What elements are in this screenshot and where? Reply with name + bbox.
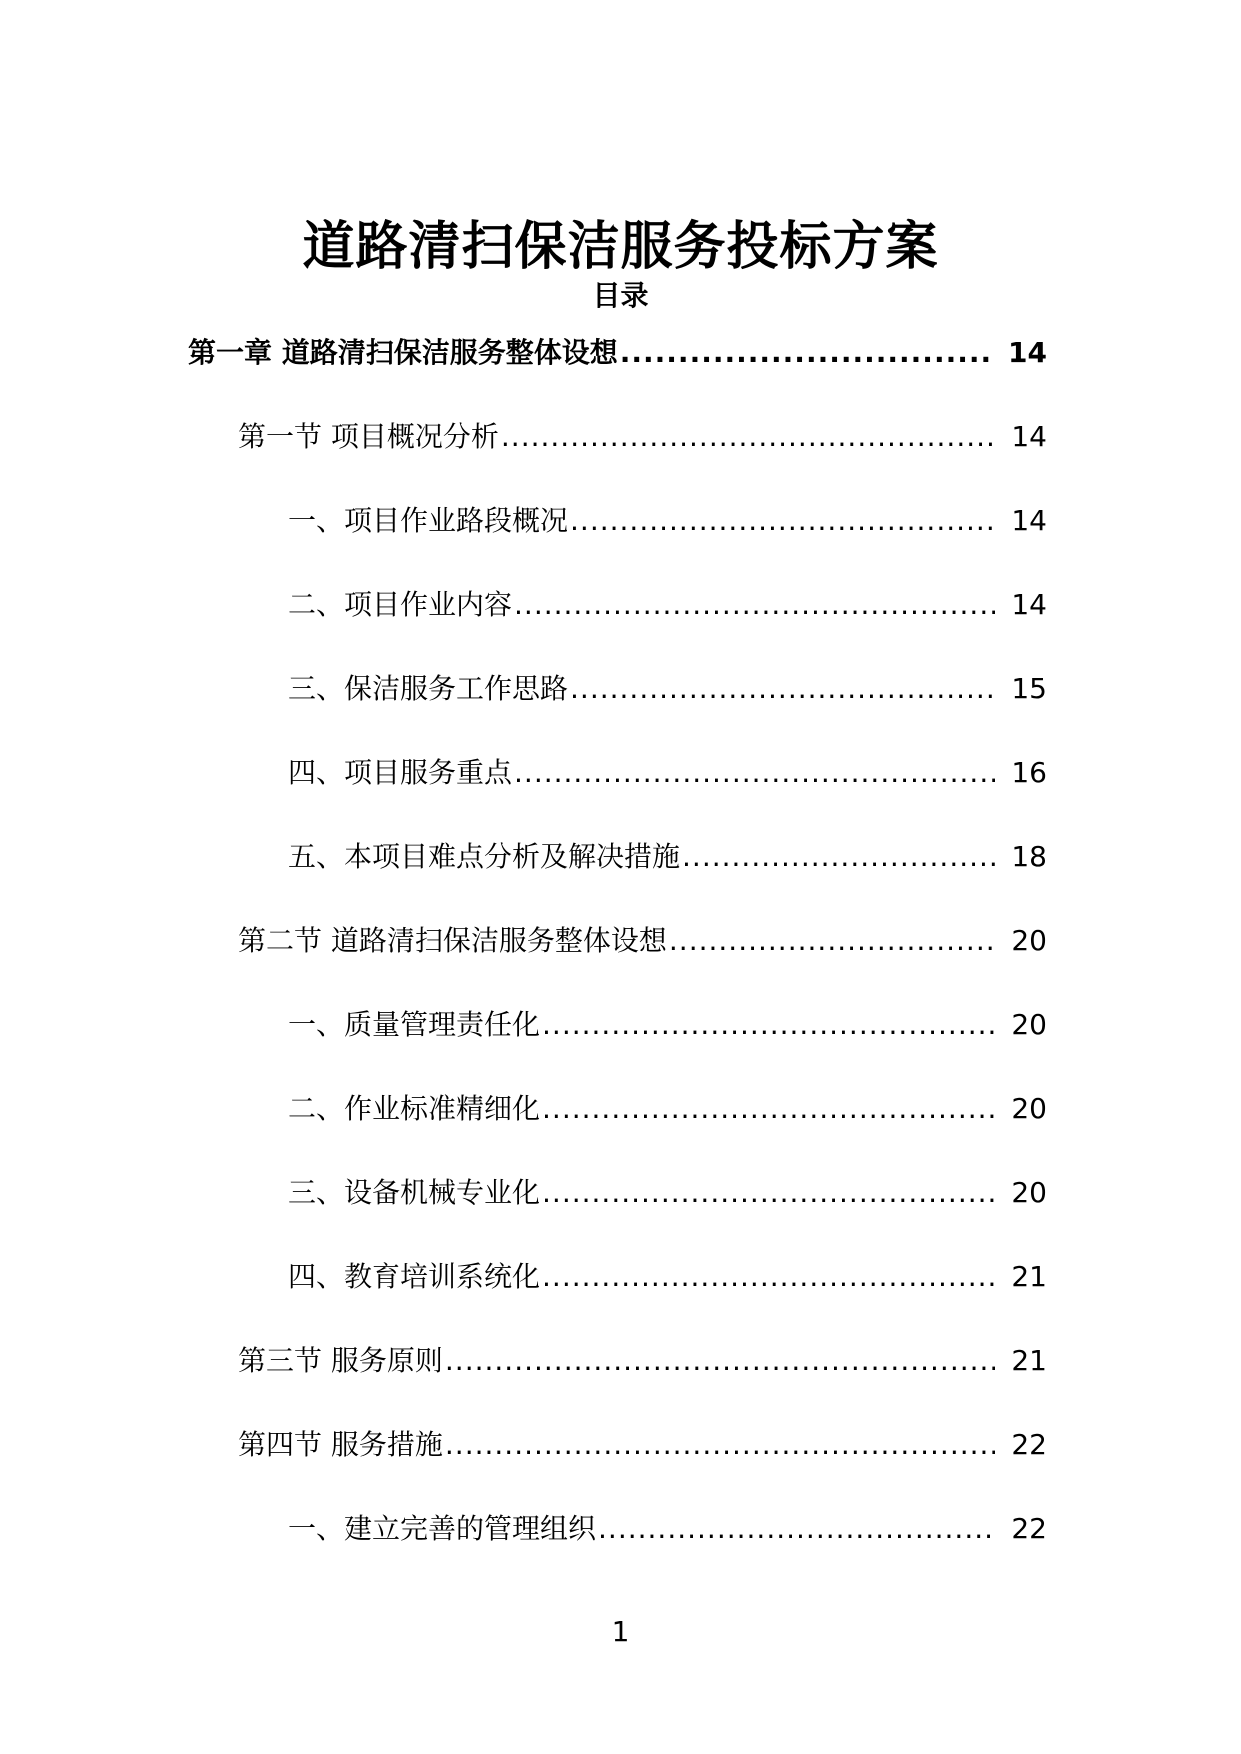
toc-dot-leader (669, 921, 995, 961)
toc-entry[interactable] (0, 417, 1241, 501)
toc-entry[interactable] (0, 1257, 1241, 1341)
toc-entry[interactable] (0, 1173, 1241, 1257)
toc-dot-leader (620, 333, 995, 373)
toc-entry-page: 16 (1011, 756, 1047, 789)
toc-entry-title: 第三节 服务原则 (238, 1344, 443, 1377)
toc-entry-title: 一、项目作业路段概况 (288, 504, 569, 537)
toc-entry-title: 四、项目服务重点 (288, 756, 513, 789)
toc-dot-leader (542, 1089, 995, 1129)
toc-dot-leader (570, 669, 995, 709)
toc-entry-title: 五、本项目难点分析及解决措施 (288, 840, 681, 873)
toc-dot-leader (501, 417, 995, 457)
toc-entry[interactable] (0, 1425, 1241, 1509)
toc-entry[interactable] (0, 837, 1241, 921)
toc-dot-leader (514, 585, 995, 625)
toc-entry-page: 22 (1011, 1428, 1047, 1461)
toc-entry-page: 20 (1011, 1092, 1047, 1125)
toc-entry-title: 二、项目作业内容 (288, 588, 513, 621)
toc-heading: 目录 (592, 279, 649, 312)
toc-entry-page: 20 (1011, 1008, 1047, 1041)
toc-dot-leader (542, 1173, 995, 1213)
toc-dot-leader (445, 1425, 995, 1465)
toc-entry-page: 14 (1011, 504, 1047, 537)
toc-entry-title: 一、质量管理责任化 (288, 1008, 541, 1041)
toc-entry[interactable] (0, 1341, 1241, 1425)
toc-entry-title: 第二节 道路清扫保洁服务整体设想 (238, 924, 667, 957)
toc-entry-page: 18 (1011, 840, 1047, 873)
page-number: 1 (611, 1615, 630, 1648)
toc-entry-page: 20 (1011, 1176, 1047, 1209)
toc-entry-title: 二、作业标准精细化 (288, 1092, 541, 1125)
toc-entry-page: 21 (1011, 1260, 1047, 1293)
toc-dot-leader (542, 1005, 995, 1045)
toc-entry[interactable] (0, 1005, 1241, 1089)
toc-entry-page: 14 (1011, 588, 1047, 621)
toc-entry[interactable] (0, 669, 1241, 753)
toc-entry-page: 21 (1011, 1344, 1047, 1377)
toc-entry[interactable] (0, 1089, 1241, 1173)
toc-entry-page: 15 (1011, 672, 1047, 705)
toc-entry-title: 一、建立完善的管理组织 (288, 1512, 597, 1545)
toc-entry-title: 第四节 服务措施 (238, 1428, 443, 1461)
toc-dot-leader (514, 753, 995, 793)
toc-dot-leader (542, 1257, 995, 1297)
toc-entry-title: 第一节 项目概况分析 (238, 420, 499, 453)
toc-entry-title: 三、保洁服务工作思路 (288, 672, 569, 705)
toc-entry-page: 14 (1011, 420, 1047, 453)
toc-entry[interactable] (0, 753, 1241, 837)
toc-entry[interactable] (0, 501, 1241, 585)
toc-entry[interactable] (0, 585, 1241, 669)
toc-dot-leader (570, 501, 995, 541)
toc-entry-page: 22 (1011, 1512, 1047, 1545)
toc-entry[interactable] (0, 333, 1241, 417)
document-title: 道路清扫保洁服务投标方案 (302, 216, 939, 277)
toc-entry-title: 三、设备机械专业化 (288, 1176, 541, 1209)
toc-dot-leader (445, 1341, 995, 1381)
toc-entry-title: 第一章 道路清扫保洁服务整体设想 (188, 336, 618, 369)
toc-entry-page: 14 (1008, 336, 1047, 369)
toc-entry[interactable] (0, 921, 1241, 1005)
toc-entry-page: 20 (1011, 924, 1047, 957)
toc-entry-title: 四、教育培训系统化 (288, 1260, 541, 1293)
toc-dot-leader (598, 1509, 995, 1549)
table-of-contents (0, 333, 1241, 1593)
toc-dot-leader (682, 837, 995, 877)
toc-entry[interactable] (0, 1509, 1241, 1593)
